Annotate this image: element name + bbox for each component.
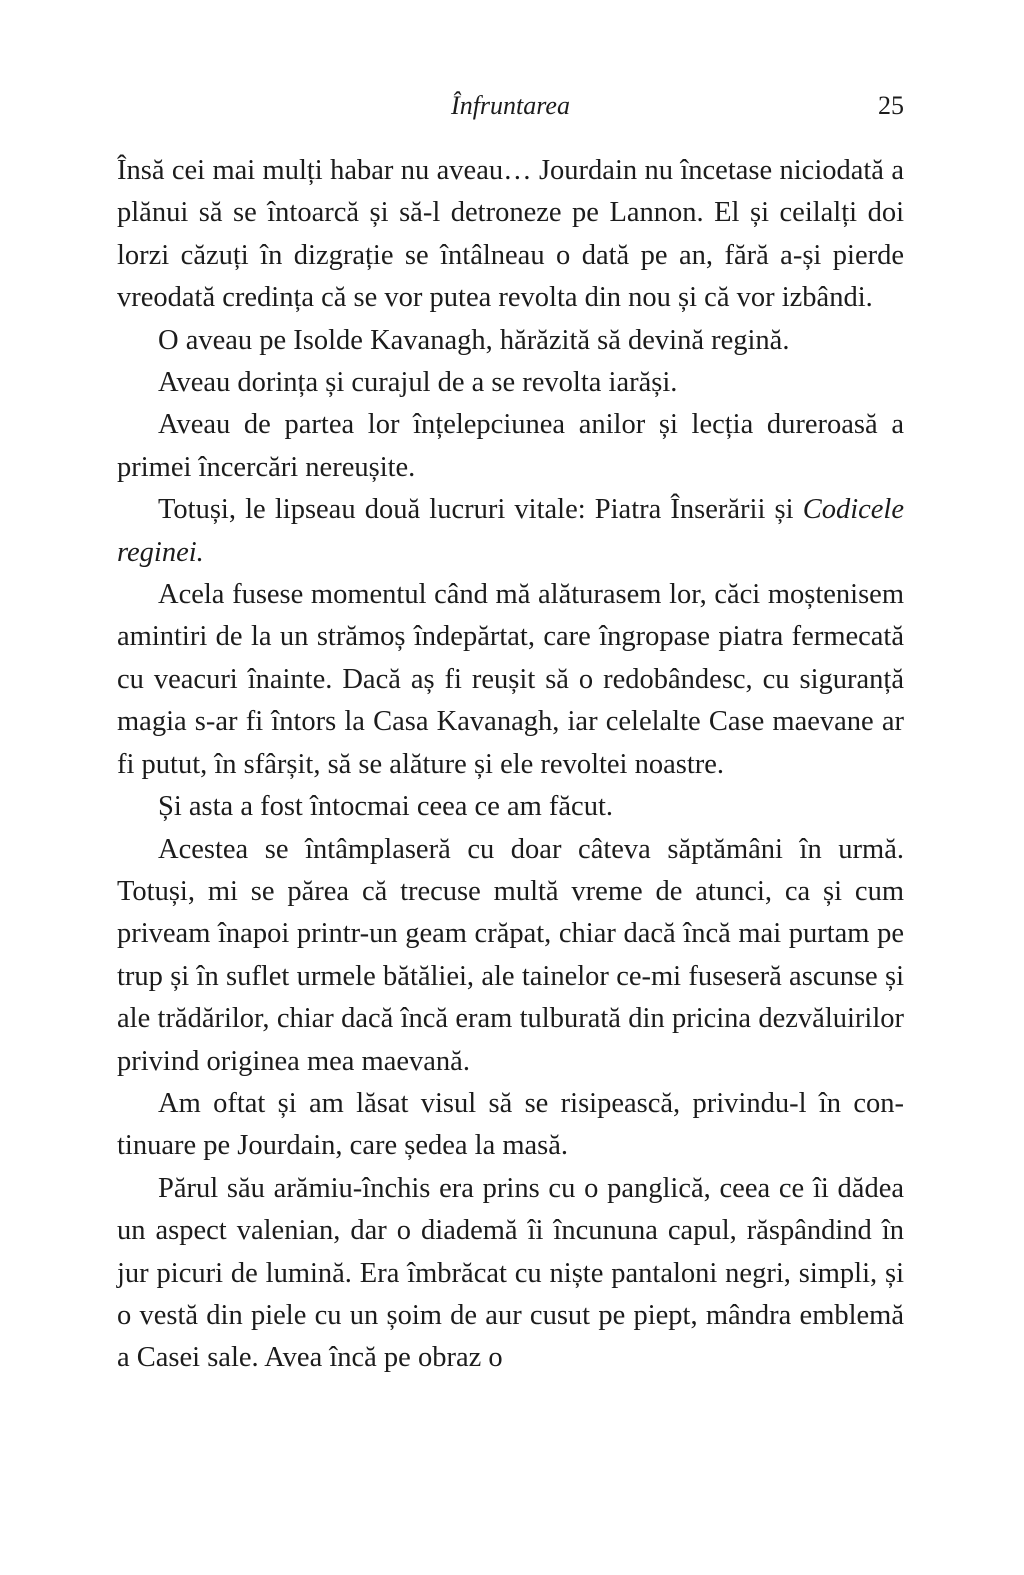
paragraph-10: Părul său arămiu-închis era prins cu o panglică, ceea ce îi dădea un aspect valenian, dar o diademă îi încununa capul, răspândind în jur picuri de lumină. Era îmbrăcat cu niște pantaloni negri, simpli, și o vestă din piele cu un șoim de aur cusut pe piept, mândra emblemă a Casei sale. Avea încă pe obraz o — [117, 1172, 904, 1374]
paragraph-2: O aveau pe Isolde Kavanagh, hărăzită să devină regină. — [158, 324, 790, 356]
paragraph-3: Aveau dorința și curajul de a se revolta iarăși. — [158, 367, 678, 399]
paragraph-8: Acestea se întâmplaseră cu doar câteva săptămâni în urmă. Totuși, mi se părea că trecuse multă vreme de atunci, ca și cum priveam înapoi printr-un geam crăpat, chiar dacă încă mai purtam pe trup și în suflet urmele bătăliei, ale tainelor ce-mi fuseseră ascunse și ale trădărilor, chiar dacă încă eram tulburată din pricina dezvăluirilor privind originea mea maevană. — [117, 833, 904, 1077]
paragraph-1: Însă cei mai mulți habar nu aveau… Jourdain nu încetase niciodată a plănui să se întoarcă și să-l detroneze pe Lannon. El și ceilalți doi lorzi căzuți în dizgrație se întâlneau o dată pe an, fără a-și pierde vreodată credința că se vor putea revolta din nou și că vor izbândi. — [117, 155, 904, 314]
paragraph-6: Acela fusese momentul când mă alăturasem lor, căci moștenisem amintiri de la un strămoș îndepărtat, care îngropase piatra fermecată cu veacuri înainte. Dacă aș fi reușit să o redobândesc, cu siguranță magia s-ar fi întors la Casa Kavanagh, iar celelalte Case maevane ar fi putut, în sfârșit, să se alăture și ele revoltei noastre. — [117, 579, 904, 780]
book-title-italic: Codicele reginei. — [117, 494, 904, 568]
chapter-title: Înfruntarea — [451, 91, 570, 120]
body-text — [117, 150, 904, 1380]
paragraph-7: Și asta a fost întocmai ceea ce am făcut. — [158, 791, 613, 823]
running-head — [117, 88, 904, 124]
paragraph-9: Am oftat și am lăsat visul să se risipească, privindu-l în continuare pe Jourdain, care ședea la masă. — [117, 1087, 904, 1162]
paragraph-4: Aveau de partea lor înțelepciunea anilor și lecția dureroasă a primei încercări nereușite. — [117, 409, 904, 483]
paragraph-5 — [117, 489, 904, 574]
paragraph-5-text: Totuși, le lipseau două lucruri vitale: Piatra Înserării și — [158, 494, 803, 526]
page-number: 25 — [878, 91, 904, 120]
